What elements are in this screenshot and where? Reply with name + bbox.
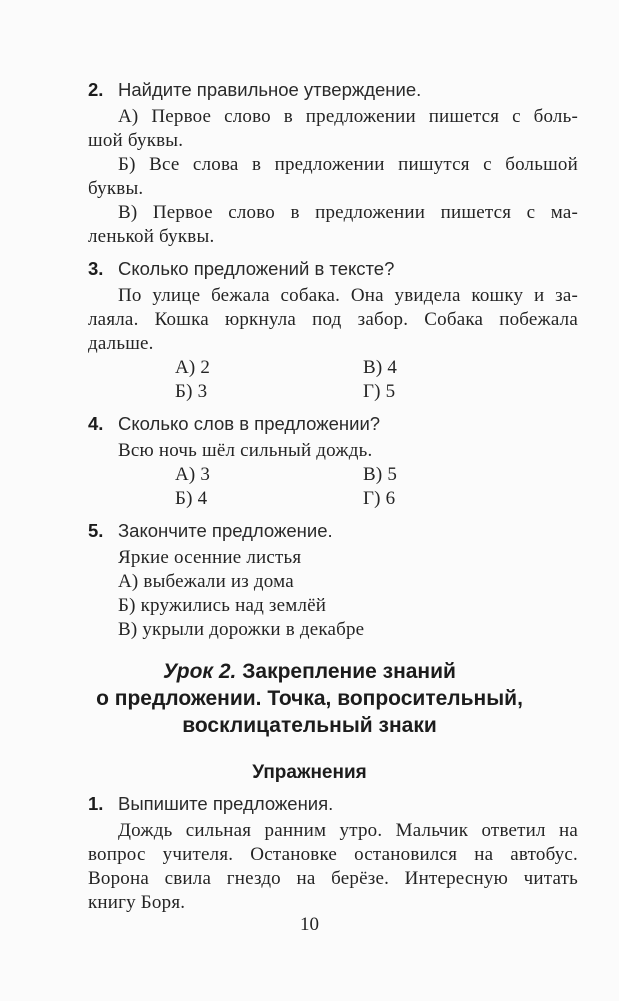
exercise-5-header [88, 519, 578, 543]
option-line: шой буквы. [88, 130, 184, 151]
choice-item: А) 3 [175, 464, 211, 485]
choices-column-left [175, 463, 363, 511]
choice-item: А) 2 [175, 357, 211, 378]
choices-column-left [175, 356, 363, 404]
sentence-line: Всю ночь шёл сильный дождь. [118, 440, 373, 461]
lesson2-exercise-1 [88, 792, 578, 915]
exercise-number: 2. [88, 79, 104, 100]
exercise-instruction: Найдите правильное утверждение. [118, 79, 422, 100]
option-line: буквы. [88, 178, 144, 199]
passage-line: По улице бежала собака. Она увидела кошку и за- [118, 285, 578, 306]
lesson-label: Урок 2. [163, 660, 237, 683]
exercise-instruction: Сколько предложений в тексте? [118, 258, 395, 279]
option-line: В) укрыли дорожки в декабре [118, 619, 365, 640]
exercise-number: 3. [88, 258, 104, 279]
exercise-number: 1. [88, 793, 104, 814]
page-number: 10 [300, 914, 319, 935]
exercise-4-header [88, 412, 578, 436]
choices-column-right [363, 463, 397, 511]
passage-line: вопрос учителя. Остановке остановился на автобус. [88, 844, 578, 865]
option-line: Б) Все слова в предложении пишутся с большой [118, 154, 578, 175]
passage-line: Дождь сильная ранним утро. Мальчик ответил на [118, 820, 578, 841]
lesson-heading-line-3: восклицательный знаки [182, 714, 437, 737]
option-line: В) Первое слово в предложении пишется с ма- [118, 202, 578, 223]
lesson-title-part: Закрепление знаний [236, 660, 456, 683]
passage-line: дальше. [88, 333, 154, 354]
exercise-3 [88, 257, 578, 404]
sentence-stem: Яркие осенние листья [118, 547, 302, 568]
choice-item: Б) 4 [175, 488, 208, 509]
passage-line: книгу Боря. [88, 892, 186, 913]
exercise-instruction: Выпишите предложения. [118, 793, 334, 814]
exercise-4 [88, 412, 578, 511]
exercise-5 [88, 519, 578, 642]
choice-item: Б) 3 [175, 381, 208, 402]
option-line: А) выбежали из дома [118, 571, 294, 592]
exercise-number: 4. [88, 413, 104, 434]
exercise-instruction: Закончите предложение. [118, 520, 333, 541]
lesson-heading-line-1 [41, 658, 578, 685]
option-line: ленькой буквы. [88, 226, 215, 247]
choice-item: Г) 6 [363, 488, 396, 509]
choices-column-right [363, 356, 397, 404]
lesson-heading-line-2: о предложении. Точка, вопросительный, [96, 687, 523, 710]
answer-choices [175, 356, 578, 404]
exercise-2 [88, 78, 578, 249]
choice-item: Г) 5 [363, 381, 396, 402]
choice-item: В) 4 [363, 357, 398, 378]
option-line: Б) кружились над землёй [118, 595, 327, 616]
option-line: А) Первое слово в предложении пишется с боль- [118, 106, 578, 127]
subheading-exercises: Упражнения [252, 762, 367, 783]
lesson2-exercise-1-header [88, 792, 578, 816]
exercise-2-header [88, 78, 578, 102]
choice-item: В) 5 [363, 464, 398, 485]
exercise-instruction: Сколько слов в предложении? [118, 413, 381, 434]
passage-line: лаяла. Кошка юркнула под забор. Собака побежала [88, 309, 578, 330]
answer-choices [175, 463, 578, 511]
exercise-3-header [88, 257, 578, 281]
lesson-heading [41, 658, 578, 739]
exercise-number: 5. [88, 520, 104, 541]
passage-line: Ворона свила гнездо на берёзе. Интересную читать [88, 868, 578, 889]
